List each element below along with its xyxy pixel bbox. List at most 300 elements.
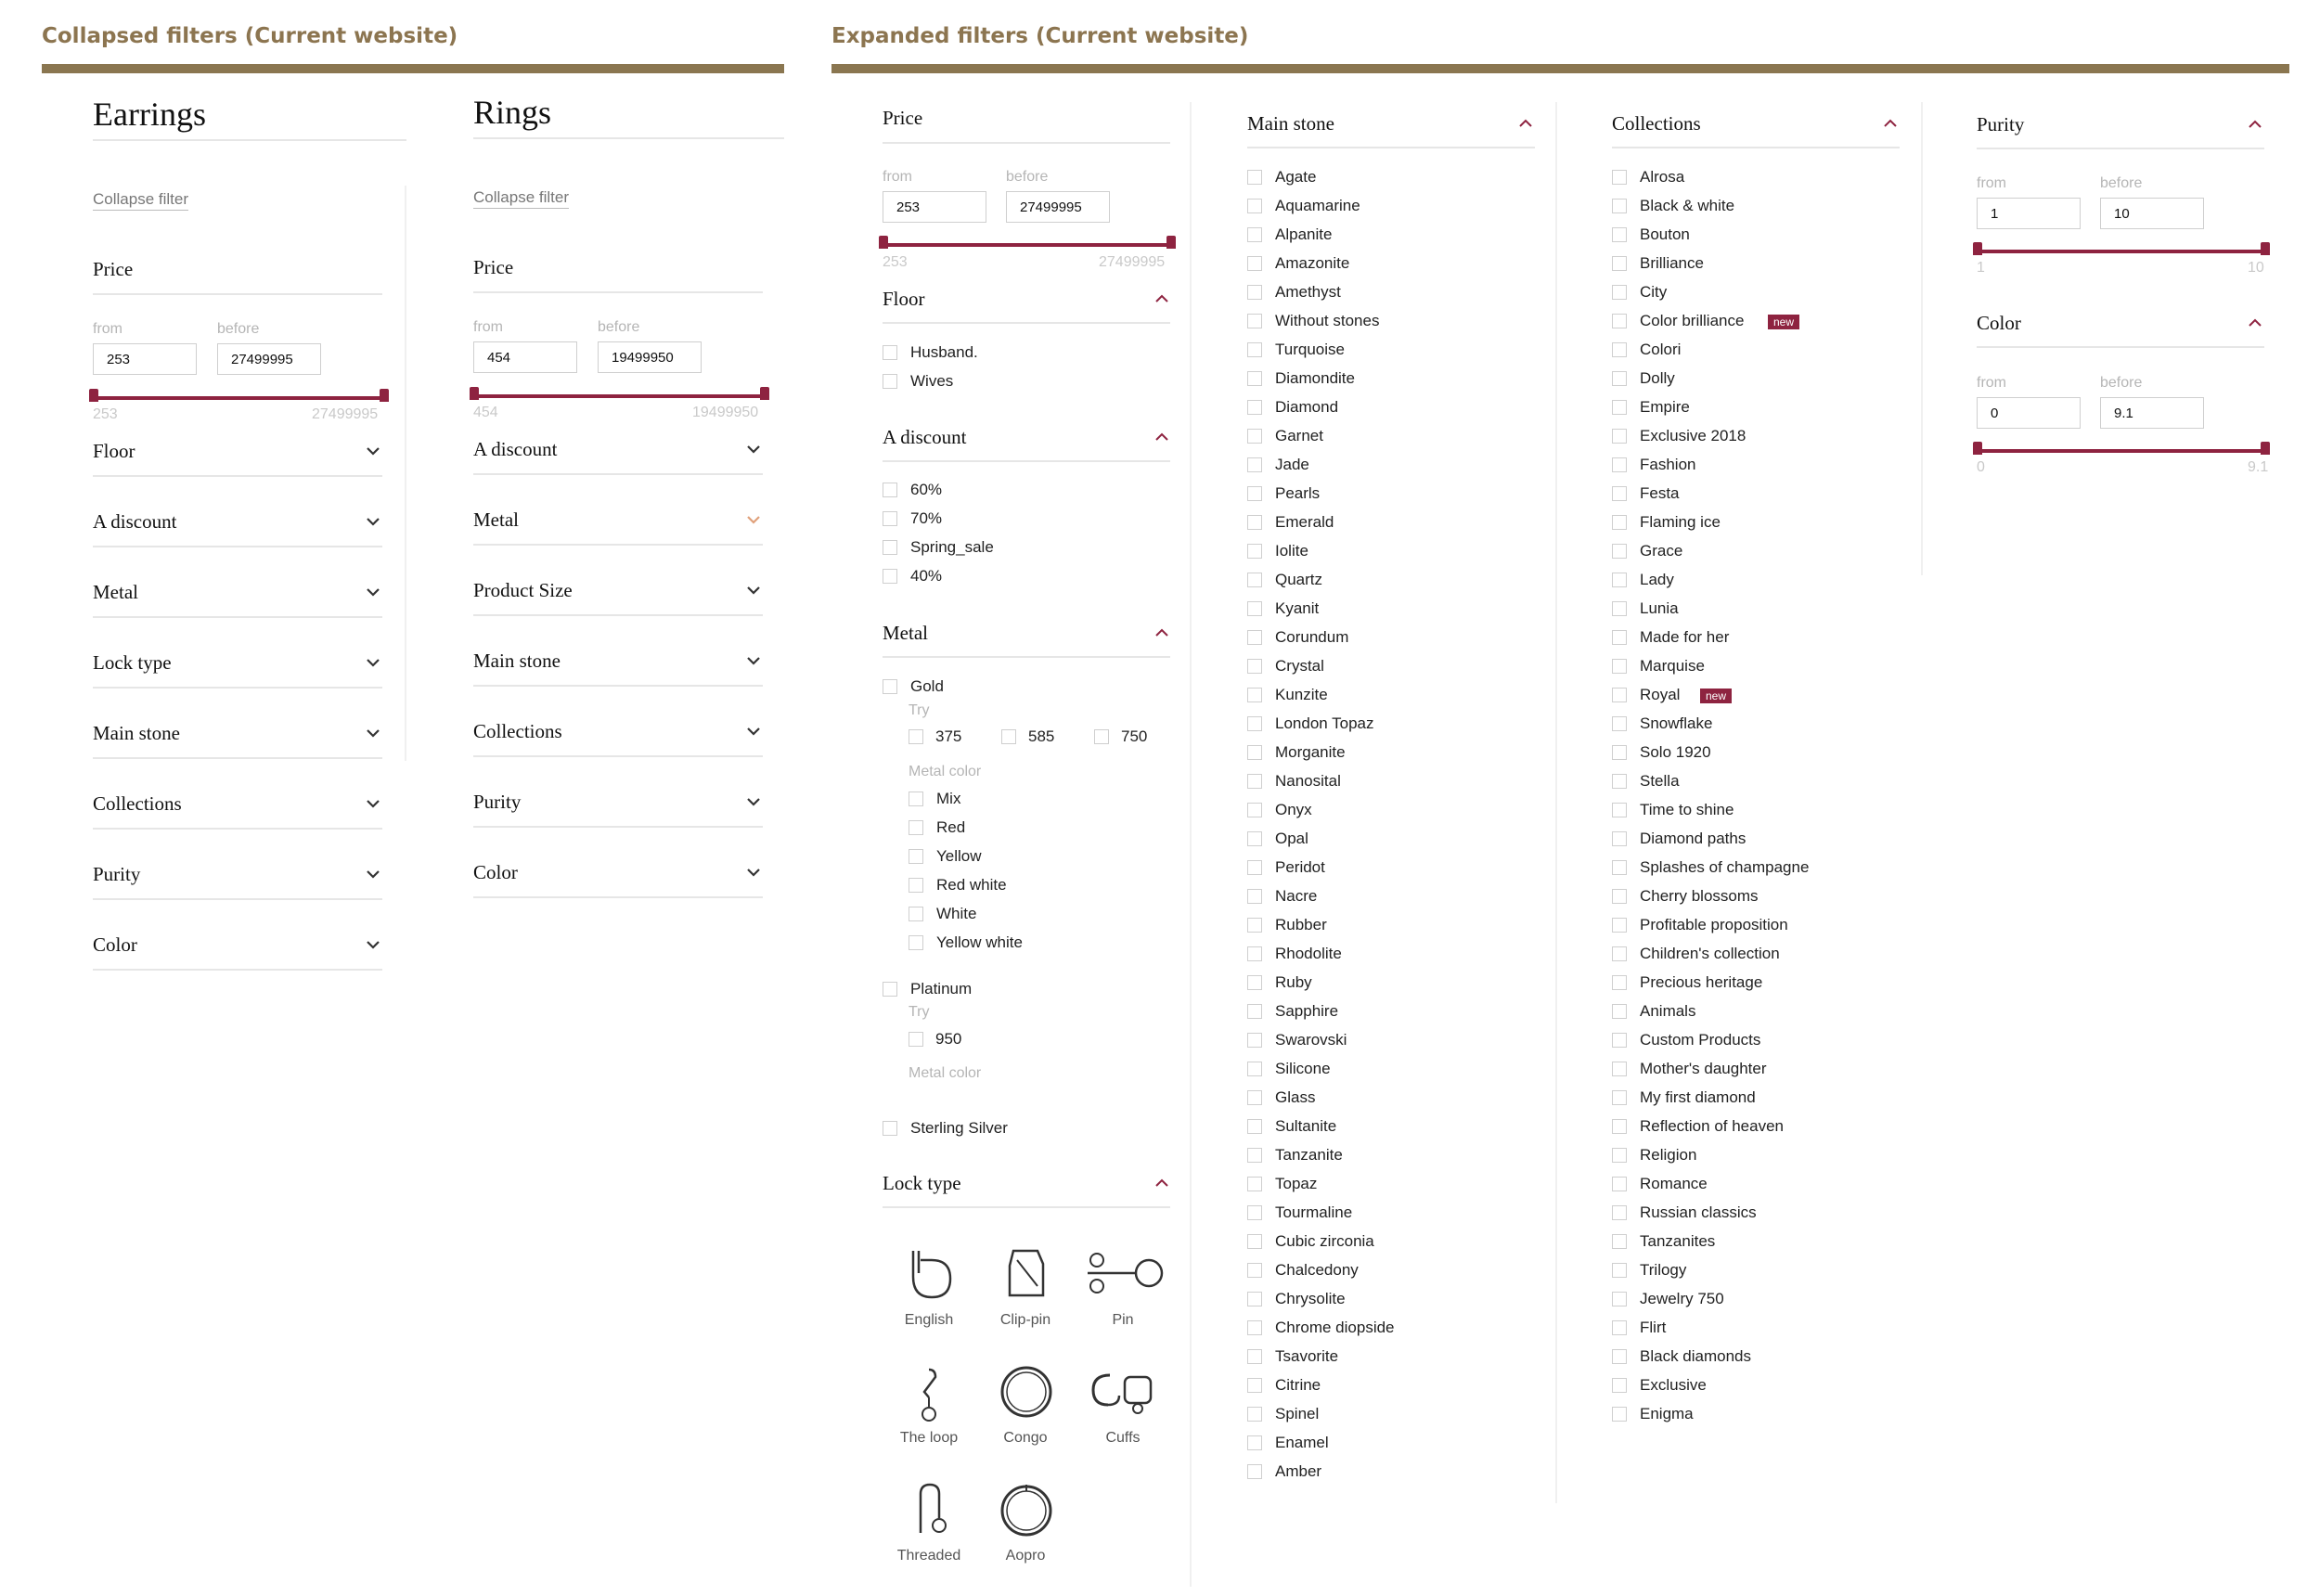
collection-option-checkbox[interactable] [1612, 1090, 1627, 1105]
main-stone-option-checkbox[interactable] [1247, 544, 1262, 559]
main-stone-option-label: Rubber [1275, 916, 1327, 933]
collection-option-checkbox[interactable] [1612, 1205, 1627, 1220]
collection-option-checkbox[interactable] [1612, 544, 1627, 559]
main-stone-option-checkbox[interactable] [1247, 486, 1262, 501]
purity-from-input[interactable] [1977, 198, 2081, 229]
lock-label: Pin [1112, 1312, 1134, 1328]
expanded-section-title: Expanded filters (Current website) [831, 24, 1249, 48]
collection-option-checkbox[interactable] [1612, 1177, 1627, 1191]
main-stone-option-checkbox[interactable] [1247, 170, 1262, 185]
color-min-handle[interactable] [1973, 442, 1982, 455]
lock-label: The loop [899, 1430, 959, 1446]
discount-option-checkbox[interactable] [883, 483, 897, 497]
filter-header[interactable]: Color [93, 933, 137, 956]
column-edge [405, 186, 406, 761]
collection-option-checkbox[interactable] [1612, 314, 1627, 328]
filter-header[interactable]: Product Size [473, 579, 573, 601]
lock-label: Aopro [1005, 1548, 1046, 1564]
main-stone-option-checkbox[interactable] [1247, 1062, 1262, 1076]
discount-option-checkbox[interactable] [883, 540, 897, 555]
collection-option-checkbox[interactable] [1612, 199, 1627, 213]
gold-try-checkbox[interactable] [1094, 729, 1109, 744]
chevron-up-icon[interactable] [1153, 290, 1171, 308]
filter-divider [883, 460, 1170, 462]
main-stone-option-label: Diamond [1275, 398, 1339, 416]
collection-option-label: Mother's daughter [1640, 1060, 1767, 1077]
floor-option-checkbox[interactable] [883, 345, 897, 360]
price-max-handle[interactable] [1166, 236, 1176, 249]
main-stone-option-label: Pearls [1275, 484, 1321, 502]
price-max-handle[interactable] [380, 389, 389, 402]
collection-option-checkbox[interactable] [1612, 227, 1627, 242]
main-stone-option-checkbox[interactable] [1247, 285, 1262, 300]
main-stone-option-label: Tanzanite [1275, 1146, 1343, 1164]
collection-option-checkbox[interactable] [1612, 429, 1627, 444]
collection-option-checkbox[interactable] [1612, 457, 1627, 472]
filter-divider [473, 896, 763, 898]
collection-option-checkbox[interactable] [1612, 716, 1627, 731]
collection-option-label: Lady [1640, 571, 1674, 588]
collection-option-label: Black & white [1640, 197, 1735, 214]
chevron-up-icon[interactable] [2246, 115, 2264, 134]
color-before-input[interactable] [2100, 397, 2204, 429]
main-stone-option-checkbox[interactable] [1247, 342, 1262, 357]
collection-option-label: Solo 1920 [1640, 743, 1711, 761]
congo-lock-icon[interactable] [999, 1364, 1054, 1420]
collection-option-checkbox[interactable] [1612, 285, 1627, 300]
price-min-handle[interactable] [879, 236, 888, 249]
color-filter-header[interactable]: Color [1977, 312, 2021, 334]
discount-option-checkbox[interactable] [883, 569, 897, 584]
main-stone-option-checkbox[interactable] [1247, 630, 1262, 645]
collection-option-label: Alrosa [1640, 168, 1685, 186]
filter-header[interactable]: Metal [473, 508, 519, 531]
floor-filter-header[interactable]: Floor [883, 288, 925, 310]
main-stone-option-checkbox[interactable] [1247, 429, 1262, 444]
filter-divider [93, 757, 382, 759]
price-from-input[interactable] [93, 343, 197, 375]
filter-header[interactable]: Main stone [93, 722, 180, 744]
chevron-up-icon[interactable] [2246, 314, 2264, 332]
english-lock-icon[interactable] [900, 1245, 958, 1303]
gold-try-checkbox[interactable] [1001, 729, 1016, 744]
main-stone-option-label: Nacre [1275, 887, 1318, 905]
cuffs-lock-icon[interactable] [1088, 1368, 1164, 1416]
purity-filter-header[interactable]: Purity [1977, 113, 2025, 135]
collection-option-checkbox[interactable] [1612, 975, 1627, 990]
collection-option-checkbox[interactable] [1612, 1119, 1627, 1134]
filter-header[interactable]: Collections [93, 792, 182, 815]
collection-option-label: Time to shine [1640, 801, 1734, 818]
main-stone-option-label: Garnet [1275, 427, 1323, 444]
collection-option-label: Animals [1640, 1002, 1696, 1020]
price-before-input[interactable] [217, 343, 321, 375]
main-stone-option-checkbox[interactable] [1247, 946, 1262, 961]
collection-option-label: Bouton [1640, 225, 1690, 243]
collection-option-checkbox[interactable] [1612, 831, 1627, 846]
price-from-input[interactable] [473, 341, 577, 373]
floor-option-label: Husband. [910, 343, 978, 361]
main-stone-option-label: Crystal [1275, 657, 1324, 675]
chevron-up-icon[interactable] [1153, 1174, 1171, 1192]
collection-option-checkbox[interactable] [1612, 1234, 1627, 1249]
column-separator [1190, 102, 1192, 1587]
metal-color-label: Metal color [909, 1065, 982, 1081]
the-loop-lock-icon[interactable] [915, 1364, 943, 1423]
main-stone-option-checkbox[interactable] [1247, 918, 1262, 933]
purity-before-input[interactable] [2100, 198, 2204, 229]
chevron-down-icon[interactable] [744, 792, 763, 811]
filter-divider [883, 142, 1170, 144]
filter-divider [883, 1206, 1170, 1208]
collection-option-label: Color brilliance [1640, 312, 1745, 329]
chevron-down-icon[interactable] [744, 722, 763, 740]
price-before-input[interactable] [598, 341, 702, 373]
main-stone-option-checkbox[interactable] [1247, 659, 1262, 674]
filter-header[interactable]: Purity [93, 863, 141, 885]
chevron-down-icon[interactable] [364, 442, 382, 460]
main-stone-option-label: Agate [1275, 168, 1317, 186]
metal-color-option-checkbox[interactable] [909, 849, 923, 864]
color-from-input[interactable] [1977, 397, 2081, 429]
floor-option-label: Wives [910, 372, 954, 390]
collection-option-label: Enigma [1640, 1405, 1694, 1422]
collection-option-checkbox[interactable] [1612, 688, 1627, 702]
filter-divider [93, 293, 382, 295]
collapse-filter-link[interactable]: Collapse filter [93, 190, 188, 211]
filter-divider [1612, 147, 1900, 148]
main-stone-option-checkbox[interactable] [1247, 457, 1262, 472]
platinum-label: Platinum [910, 980, 973, 998]
gold-label: Gold [910, 677, 944, 695]
chevron-up-icon[interactable] [1881, 114, 1900, 133]
main-stone-option-checkbox[interactable] [1247, 1320, 1262, 1335]
pin-lock-icon[interactable] [1084, 1247, 1164, 1299]
color-max-handle[interactable] [2261, 442, 2270, 455]
main-stone-option-label: Amber [1275, 1462, 1322, 1480]
filter-header[interactable]: Lock type [93, 651, 172, 674]
platinum-checkbox[interactable] [883, 982, 897, 997]
gold-try-label: 585 [1028, 727, 1055, 745]
filter-divider [883, 322, 1170, 324]
collection-option-checkbox[interactable] [1612, 1378, 1627, 1393]
collection-option-label: Snowflake [1640, 714, 1713, 732]
filter-header[interactable]: Floor [93, 440, 135, 462]
collection-option-checkbox[interactable] [1612, 170, 1627, 185]
main-stone-option-checkbox[interactable] [1247, 515, 1262, 530]
main-stone-option-label: Spinel [1275, 1405, 1320, 1422]
main-stone-option-checkbox[interactable] [1247, 1349, 1262, 1364]
clip-pin-lock-icon[interactable] [997, 1245, 1054, 1303]
main-stone-option-checkbox[interactable] [1247, 1263, 1262, 1278]
main-stone-option-label: Emerald [1275, 513, 1334, 531]
collection-option-label: Trilogy [1640, 1261, 1687, 1279]
collection-option-label: Colori [1640, 341, 1682, 358]
collapsed-section-divider [42, 64, 784, 73]
chevron-down-icon[interactable] [744, 581, 763, 599]
main-stone-option-checkbox[interactable] [1247, 1148, 1262, 1163]
main-stone-option-checkbox[interactable] [1247, 831, 1262, 846]
gold-try-checkbox[interactable] [909, 729, 923, 744]
collection-option-label: My first diamond [1640, 1088, 1756, 1106]
silver-checkbox[interactable] [883, 1121, 897, 1136]
price-max-label: 27499995 [312, 406, 379, 422]
chevron-down-icon[interactable] [364, 865, 382, 883]
collection-option-checkbox[interactable] [1612, 918, 1627, 933]
metal-color-option-label: Red white [936, 876, 1007, 894]
metal-color-option-checkbox[interactable] [909, 792, 923, 806]
filter-header[interactable]: A discount [473, 438, 558, 460]
collection-option-checkbox[interactable] [1612, 1349, 1627, 1364]
main-stone-option-label: Chalcedony [1275, 1261, 1359, 1279]
collection-option-label: Brilliance [1640, 254, 1704, 272]
collapse-filter-link[interactable]: Collapse filter [473, 188, 569, 209]
collection-option-checkbox[interactable] [1612, 946, 1627, 961]
metal-color-option-label: Red [936, 818, 966, 836]
filter-divider [93, 475, 382, 477]
collection-option-checkbox[interactable] [1612, 1004, 1627, 1019]
purity-max-label: 10 [2248, 260, 2264, 276]
chevron-down-icon[interactable] [744, 863, 763, 882]
new-badge: new [1768, 315, 1799, 329]
main-stone-option-label: Corundum [1275, 628, 1349, 646]
price-filter-header[interactable]: Price [883, 107, 923, 129]
filter-divider [473, 473, 763, 475]
main-stone-option-checkbox[interactable] [1247, 314, 1262, 328]
chevron-down-icon[interactable] [364, 724, 382, 742]
floor-option-checkbox[interactable] [883, 374, 897, 389]
metal-filter-header[interactable]: Metal [883, 622, 928, 644]
main-stone-option-checkbox[interactable] [1247, 601, 1262, 616]
collection-option-checkbox[interactable] [1612, 371, 1627, 386]
price-min-label: 454 [473, 405, 498, 420]
collection-option-checkbox[interactable] [1612, 1033, 1627, 1048]
main-stone-option-checkbox[interactable] [1247, 889, 1262, 904]
main-stone-option-label: Nanosital [1275, 772, 1341, 790]
chevron-up-icon[interactable] [1153, 428, 1171, 446]
metal-color-option-checkbox[interactable] [909, 907, 923, 921]
main-stone-option-checkbox[interactable] [1247, 1407, 1262, 1422]
collection-option-checkbox[interactable] [1612, 803, 1627, 817]
main-stone-option-checkbox[interactable] [1247, 688, 1262, 702]
collection-option-checkbox[interactable] [1612, 515, 1627, 530]
filter-header[interactable]: Collections [473, 720, 562, 742]
filter-header[interactable]: Color [473, 861, 518, 883]
main-stone-option-label: Amethyst [1275, 283, 1341, 301]
metal-color-option-checkbox[interactable] [909, 935, 923, 950]
column-separator [1555, 102, 1557, 1503]
filter-header[interactable]: Metal [93, 581, 138, 603]
collection-option-label: Custom Products [1640, 1031, 1761, 1049]
main-stone-option-label: Swarovski [1275, 1031, 1347, 1049]
price-range-track [473, 394, 765, 398]
price-before-label: before [217, 321, 260, 337]
price-max-handle[interactable] [760, 387, 769, 400]
price-range-track [93, 396, 384, 400]
collection-option-label: Dolly [1640, 369, 1675, 387]
main-stone-option-checkbox[interactable] [1247, 1033, 1262, 1048]
purity-min-handle[interactable] [1973, 242, 1982, 255]
main-stone-filter-header[interactable]: Main stone [1247, 112, 1334, 135]
threaded-lock-icon[interactable] [911, 1481, 947, 1540]
title-divider [473, 137, 784, 139]
chevron-down-icon[interactable] [744, 440, 763, 458]
discount-option-checkbox[interactable] [883, 511, 897, 526]
purity-min-label: 1 [1977, 260, 1985, 276]
collection-option-checkbox[interactable] [1612, 1320, 1627, 1335]
main-stone-option-label: Aquamarine [1275, 197, 1360, 214]
collection-option-checkbox[interactable] [1612, 342, 1627, 357]
collection-option-checkbox[interactable] [1612, 573, 1627, 587]
price-min-handle[interactable] [470, 387, 479, 400]
main-stone-option-checkbox[interactable] [1247, 1378, 1262, 1393]
main-stone-option-checkbox[interactable] [1247, 803, 1262, 817]
main-stone-option-checkbox[interactable] [1247, 256, 1262, 271]
chevron-down-icon[interactable] [744, 510, 763, 529]
main-stone-option-label: Tourmaline [1275, 1203, 1353, 1221]
filter-divider [1977, 148, 2264, 149]
try-label: Try [909, 702, 930, 718]
collection-option-checkbox[interactable] [1612, 486, 1627, 501]
main-stone-option-checkbox[interactable] [1247, 199, 1262, 213]
collapsed-section-title: Collapsed filters (Current website) [42, 24, 458, 48]
chevron-up-icon[interactable] [1516, 114, 1535, 133]
price-filter-header[interactable]: Price [473, 256, 514, 278]
collection-option-checkbox[interactable] [1612, 256, 1627, 271]
main-stone-option-checkbox[interactable] [1247, 1004, 1262, 1019]
main-stone-option-checkbox[interactable] [1247, 1464, 1262, 1479]
metal-color-option-checkbox[interactable] [909, 878, 923, 893]
collection-option-label: Profitable proposition [1640, 916, 1788, 933]
main-stone-option-checkbox[interactable] [1247, 227, 1262, 242]
chevron-down-icon[interactable] [364, 935, 382, 954]
collection-option-label: Exclusive [1640, 1376, 1707, 1394]
price-min-handle[interactable] [89, 389, 98, 402]
color-min-label: 0 [1977, 459, 1985, 475]
metal-color-option-label: Mix [936, 790, 961, 807]
filter-divider [1977, 346, 2264, 348]
color-max-label: 9.1 [2248, 459, 2269, 475]
filter-divider [473, 544, 763, 546]
collection-option-label: Jewelry 750 [1640, 1290, 1724, 1307]
collection-option-checkbox[interactable] [1612, 745, 1627, 760]
aopro-lock-icon[interactable] [999, 1483, 1054, 1538]
collection-option-checkbox[interactable] [1612, 601, 1627, 616]
discount-option-label: 70% [910, 509, 943, 527]
collection-option-checkbox[interactable] [1612, 1148, 1627, 1163]
collection-option-label: Royal [1640, 686, 1681, 703]
filter-header[interactable]: Purity [473, 791, 522, 813]
main-stone-option-checkbox[interactable] [1247, 774, 1262, 789]
main-stone-option-label: Chrome diopside [1275, 1319, 1395, 1336]
collection-option-label: Russian classics [1640, 1203, 1757, 1221]
collection-option-checkbox[interactable] [1612, 1263, 1627, 1278]
main-stone-option-checkbox[interactable] [1247, 400, 1262, 415]
main-stone-option-checkbox[interactable] [1247, 860, 1262, 875]
filter-divider [93, 898, 382, 900]
purity-max-handle[interactable] [2261, 242, 2270, 255]
collection-option-checkbox[interactable] [1612, 1062, 1627, 1076]
collection-option-label: Exclusive 2018 [1640, 427, 1746, 444]
collection-option-checkbox[interactable] [1612, 1407, 1627, 1422]
main-stone-option-checkbox[interactable] [1247, 745, 1262, 760]
price-from-label: from [93, 321, 122, 337]
main-stone-option-checkbox[interactable] [1247, 1234, 1262, 1249]
lock-label: English [904, 1312, 954, 1328]
collection-option-label: Marquise [1640, 657, 1705, 675]
chevron-down-icon[interactable] [744, 651, 763, 670]
main-stone-option-label: Topaz [1275, 1175, 1318, 1192]
chevron-down-icon[interactable] [364, 512, 382, 531]
collection-option-checkbox[interactable] [1612, 630, 1627, 645]
gold-try-label: 750 [1121, 727, 1148, 745]
main-stone-option-checkbox[interactable] [1247, 716, 1262, 731]
price-max-label: 19499950 [692, 405, 759, 420]
main-stone-option-label: Alpanite [1275, 225, 1333, 243]
main-stone-option-label: Chrysolite [1275, 1290, 1346, 1307]
collection-option-label: Festa [1640, 484, 1680, 502]
main-stone-option-checkbox[interactable] [1247, 371, 1262, 386]
main-stone-option-checkbox[interactable] [1247, 975, 1262, 990]
price-before-label: before [1006, 169, 1049, 185]
purity-range-track [1977, 250, 2265, 253]
main-stone-option-checkbox[interactable] [1247, 1177, 1262, 1191]
collection-option-label: Grace [1640, 542, 1683, 560]
collection-option-checkbox[interactable] [1612, 400, 1627, 415]
lock-type-filter-header[interactable]: Lock type [883, 1172, 961, 1194]
main-stone-option-label: Quartz [1275, 571, 1323, 588]
filter-divider [473, 685, 763, 687]
main-stone-option-checkbox[interactable] [1247, 1090, 1262, 1105]
main-stone-option-label: Ruby [1275, 973, 1312, 991]
collection-option-label: Tanzanites [1640, 1232, 1716, 1250]
filter-divider [93, 828, 382, 830]
price-before-input[interactable] [1006, 191, 1110, 223]
filter-header[interactable]: A discount [93, 510, 177, 533]
color-before-label: before [2100, 375, 2143, 391]
collection-option-checkbox[interactable] [1612, 889, 1627, 904]
platinum-950-checkbox[interactable] [909, 1032, 923, 1047]
discount-option-label: Spring_sale [910, 538, 994, 556]
discount-filter-header[interactable]: A discount [883, 426, 967, 448]
chevron-down-icon[interactable] [364, 653, 382, 672]
main-stone-option-label: Onyx [1275, 801, 1312, 818]
main-stone-option-label: Glass [1275, 1088, 1316, 1106]
main-stone-option-checkbox[interactable] [1247, 1205, 1262, 1220]
collection-option-checkbox[interactable] [1612, 774, 1627, 789]
chevron-down-icon[interactable] [364, 583, 382, 601]
main-stone-option-checkbox[interactable] [1247, 573, 1262, 587]
collection-option-checkbox[interactable] [1612, 1292, 1627, 1306]
chevron-up-icon[interactable] [1153, 624, 1171, 642]
collection-option-checkbox[interactable] [1612, 860, 1627, 875]
filter-header[interactable]: Main stone [473, 650, 561, 672]
metal-color-option-checkbox[interactable] [909, 820, 923, 835]
collection-option-checkbox[interactable] [1612, 659, 1627, 674]
filter-divider [93, 687, 382, 689]
price-min-label: 253 [93, 406, 118, 422]
gold-checkbox[interactable] [883, 679, 897, 694]
main-stone-option-checkbox[interactable] [1247, 1435, 1262, 1450]
price-filter-header[interactable]: Price [93, 258, 134, 280]
main-stone-option-checkbox[interactable] [1247, 1119, 1262, 1134]
chevron-down-icon[interactable] [364, 794, 382, 813]
filter-divider [93, 616, 382, 618]
price-from-input[interactable] [883, 191, 986, 223]
main-stone-option-checkbox[interactable] [1247, 1292, 1262, 1306]
collection-option-label: Religion [1640, 1146, 1697, 1164]
collections-filter-header[interactable]: Collections [1612, 112, 1701, 135]
